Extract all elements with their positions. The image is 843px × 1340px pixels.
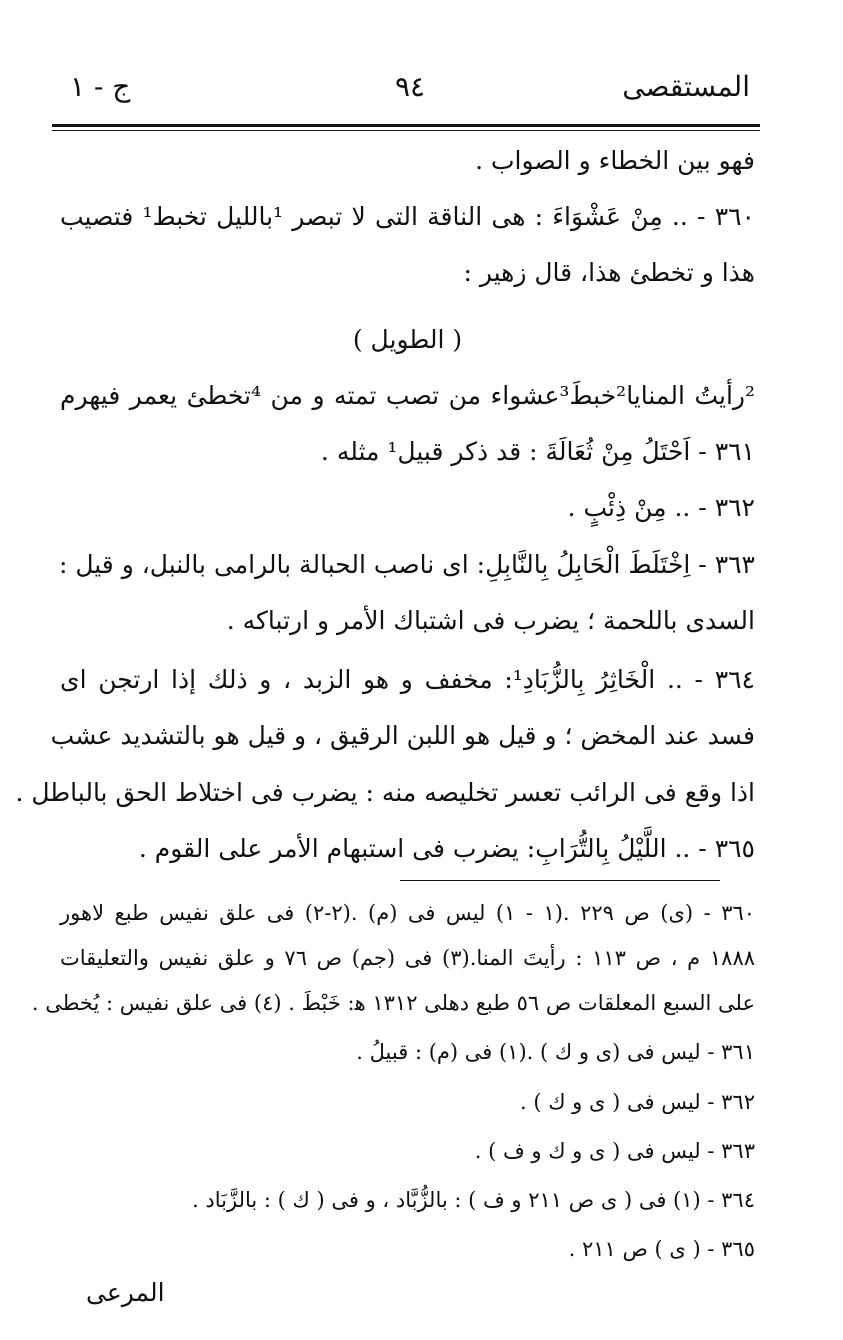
entry-360: ٣٦٠ - .. مِنْ عَشْوَاءَ : هى الناقة التى لا تبصر ¹بالليل تخبط¹ فتصيب <box>60 202 755 231</box>
footnote-rule <box>400 880 720 881</box>
header-rule-thin <box>52 130 760 131</box>
signature-catchword: المرعى <box>86 1278 165 1307</box>
entry-362: ٣٦٢ - .. مِنْ ذِئْبٍ . <box>567 493 755 522</box>
running-header <box>70 70 750 114</box>
meter-label: ( الطويل ) <box>352 325 463 354</box>
book-title: المستقصى <box>622 70 750 103</box>
poem-verse: ²رأيتُ المنايا²خبطَ³عشواء من تصب تمته و من ⁴تخطئ يعمر فيهرم <box>60 381 756 410</box>
entry-364: ٣٦٤ - .. الْخَاثِرُ بِالزُّبَادِ¹: مخفف و هو الزبد ، و ذلك إذا ارتجن اى <box>60 665 755 694</box>
footnote-line: ٣٦٢ - ليس فى ( ى و ك ) . <box>519 1090 755 1114</box>
footnote-line: ٣٦٣ - ليس فى ( ى و ك و ف ) . <box>474 1139 755 1163</box>
entry-361: ٣٦١ - اَحْتَلُ مِنْ ثُعَالَةَ : قد ذكر قبيل¹ مثله . <box>320 437 755 466</box>
footnote-line: على السبع المعلقات ص ٥٦ طبع دهلى ١٣١٢ ﻫ: خَبْطَ . (٤) فى علق نفيس : يُخطى . <box>31 991 755 1015</box>
footnote-line: ٣٦٥ - ( ى ) ص ٢١١ . <box>568 1237 755 1261</box>
footnote-line: ٣٦٠ - (ى) ص ٢٢٩ .(١ - ١) ليس فى (م) .(٢-٢) فى علق نفيس طبع لاهور <box>60 901 756 925</box>
page-number: ٩٤ <box>394 70 426 103</box>
text-line: فهو بين الخطاء و الصواب . <box>475 146 755 175</box>
volume-label: ج - ١ <box>70 70 131 103</box>
text-line: اذا وقع فى الرائب تعسر تخليصه منه : يضرب فى اختلاط الحق بالباطل . <box>15 778 755 807</box>
entry-365: ٣٦٥ - .. اللَّيْلُ بِالتُّرَابِ: يضرب فى استبهام الأمر على القوم . <box>138 834 755 863</box>
footnote-line: ٣٦١ - ليس فى (ى و ك ) .(١) فى (م) : قبيلُ . <box>356 1040 755 1064</box>
header-rule-thick <box>52 124 760 127</box>
text-line: هذا و تخطئ هذا، قال زهير : <box>463 258 755 287</box>
footnote-line: ٣٦٤ - (١) فى ( ى ص ٢١١ و ف ) : بالزُّبَّاد ، و فى ( ك ) : بالزَّبَاد . <box>192 1188 755 1212</box>
text-line: فسد عند المخض ؛ و قيل هو اللبن الرقيق ، و قيل هو بالتشديد عشب <box>50 721 755 750</box>
footnote-line: ١٨٨٨ م ، ص ١١٣ : رأيتَ المنا.(٣) فى (جم) ص ٧٦ و علق نفيس والتعليقات <box>60 946 756 970</box>
text-line: السدى باللحمة ؛ يضرب فى اشتباك الأمر و ارتباكه . <box>226 606 755 635</box>
entry-363: ٣٦٣ - اِخْتَلَطَ الْحَابِلُ بِالنَّابِلِ: اى ناصب الحبالة بالرامى بالنبل، و قيل : <box>58 550 755 579</box>
